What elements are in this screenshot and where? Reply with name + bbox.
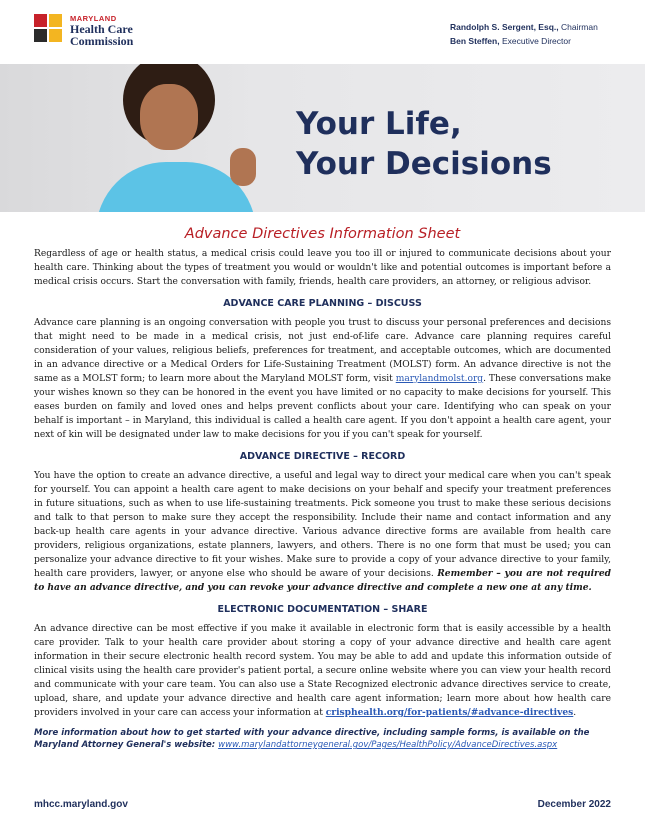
hero-banner bbox=[0, 64, 645, 212]
intro-paragraph: Regardless of age or health status, a medical crisis could leave you too ill or injured to communicate decisions about your health care. Thinking about the types of treatment you would or wouldn't like and potential outcomes is important before a medical crisis occurs. Start the conversation with family, friends, health care providers, an attorney, or religious advisor. bbox=[34, 249, 611, 287]
officials-list bbox=[450, 20, 615, 48]
maryland-flag-icon bbox=[34, 14, 64, 44]
crisphealth-link[interactable]: crisphealth.org/for-patients/#advance-directives bbox=[325, 707, 574, 718]
section-heading-discuss: ADVANCE CARE PLANNING – DISCUSS bbox=[223, 298, 422, 309]
marylandmolst-link[interactable]: marylandmolst.org bbox=[395, 374, 484, 384]
section-heading-share: ELECTRONIC DOCUMENTATION – SHARE bbox=[217, 604, 428, 615]
official-director: Ben Steffen, Executive Director bbox=[450, 36, 571, 46]
page-header bbox=[0, 0, 645, 64]
logo-line-2: Commission bbox=[70, 34, 134, 48]
attorney-general-link[interactable]: www.marylandattorneygeneral.gov/Pages/HealthPolicy/AdvanceDirectives.aspx bbox=[218, 740, 558, 750]
logo-text bbox=[70, 14, 133, 47]
attorney-general-footnote: More information about how to get started with your advance directive, including sample forms, is available on the Maryland Attorney General's website: www.marylandattorneygeneral.gov/Pages/HealthPolicy/AdvanceDirectives.aspx bbox=[34, 728, 590, 750]
logo-top-word: MARYLAND bbox=[70, 14, 117, 23]
woman-photo bbox=[88, 64, 258, 212]
official-chairman: Randolph S. Sergent, Esq., Chairman bbox=[450, 22, 598, 32]
document-body bbox=[34, 226, 611, 751]
section-heading-record: ADVANCE DIRECTIVE – RECORD bbox=[239, 451, 406, 462]
remember-emphasis: Remember – you are not required to have an advance directive, and you can revoke your advance directive and complete a new one at any time. bbox=[34, 568, 611, 593]
mhcc-logo bbox=[34, 14, 154, 48]
section-record-paragraph: You have the option to create an advance directive, a useful and legal way to direct your medical care when you can't speak for yourself. You can appoint a health care agent to make decisions on your behalf and specify your treatment preferences in future situations, such as when to use life-sustaining treatments. Pick someone you trust to make these serious decisions and talk to that person to make sure they accept the responsibility. Include their name and contact information and any back-up health care agents in your advance directive. Various advance directive forms are available from health care providers, religious organizations, estate planners, lawyers, and others. There is no one form that must be used; you can personalize your advance directive to fit your wishes. Make sure to provide a copy of your advance directive to your family, health care providers, lawyer, or anyone else who should be aware of your decisions. Remember – you are not required to have an advance directive, and you can revoke your advance directive and complete a new one at any time. bbox=[34, 471, 611, 593]
footer-website[interactable]: mhcc.maryland.gov bbox=[34, 799, 128, 810]
section-share-paragraph: An advance directive can be most effective if you make it available in electronic form that is easily accessible by a health care provider. Talk to your health care provider about storing a copy of your advance directive and health care agent information in their secure electronic health record system. You may be able to add and update this information outside of clinical visits using the health care provider's patient portal, a secure online website where you can view your health record and communicate with your care team. You can also use a State Recognized electronic advance directives service to create, upload, share, and update your advance directive and health care agent information; learn more about how health care providers involved in your care can access your information at crisphealth.org/for-patients/#advance-directives. bbox=[34, 624, 611, 718]
logo-line-1: Health Care bbox=[70, 22, 133, 36]
document-title: Advance Directives Information Sheet bbox=[184, 226, 461, 242]
section-discuss-paragraph: Advance care planning is an ongoing conversation with people you trust to discuss your personal preferences and decisions that might need to be made in a medical crisis, not just end-of-life care. Advance care planning requires careful consideration of your values, religious beliefs, preferences for treatment, and acceptable outcomes, which are documented in an advance directive or a Medical Orders for Life-Sustaining Treatment (MOLST) form. An advance directive is not the same as a MOLST form; to learn more about the Maryland MOLST form, visit marylandmolst.org. These conversations make your wishes known so they can be honored in the event you have limited or no capacity to make decisions for yourself. This eases burden on family and loved ones and helps prevent conflicts about your care. Identifying who can speak on your behalf is important – in Maryland, this individual is called a health care agent. If you don't appoint a health care agent, your next of kin will be designated under law to make decisions for you if you can't speak for yourself. bbox=[34, 318, 611, 440]
footer-date: December 2022 bbox=[537, 799, 611, 810]
banner-title: Your Life, Your Decisions bbox=[296, 106, 552, 182]
